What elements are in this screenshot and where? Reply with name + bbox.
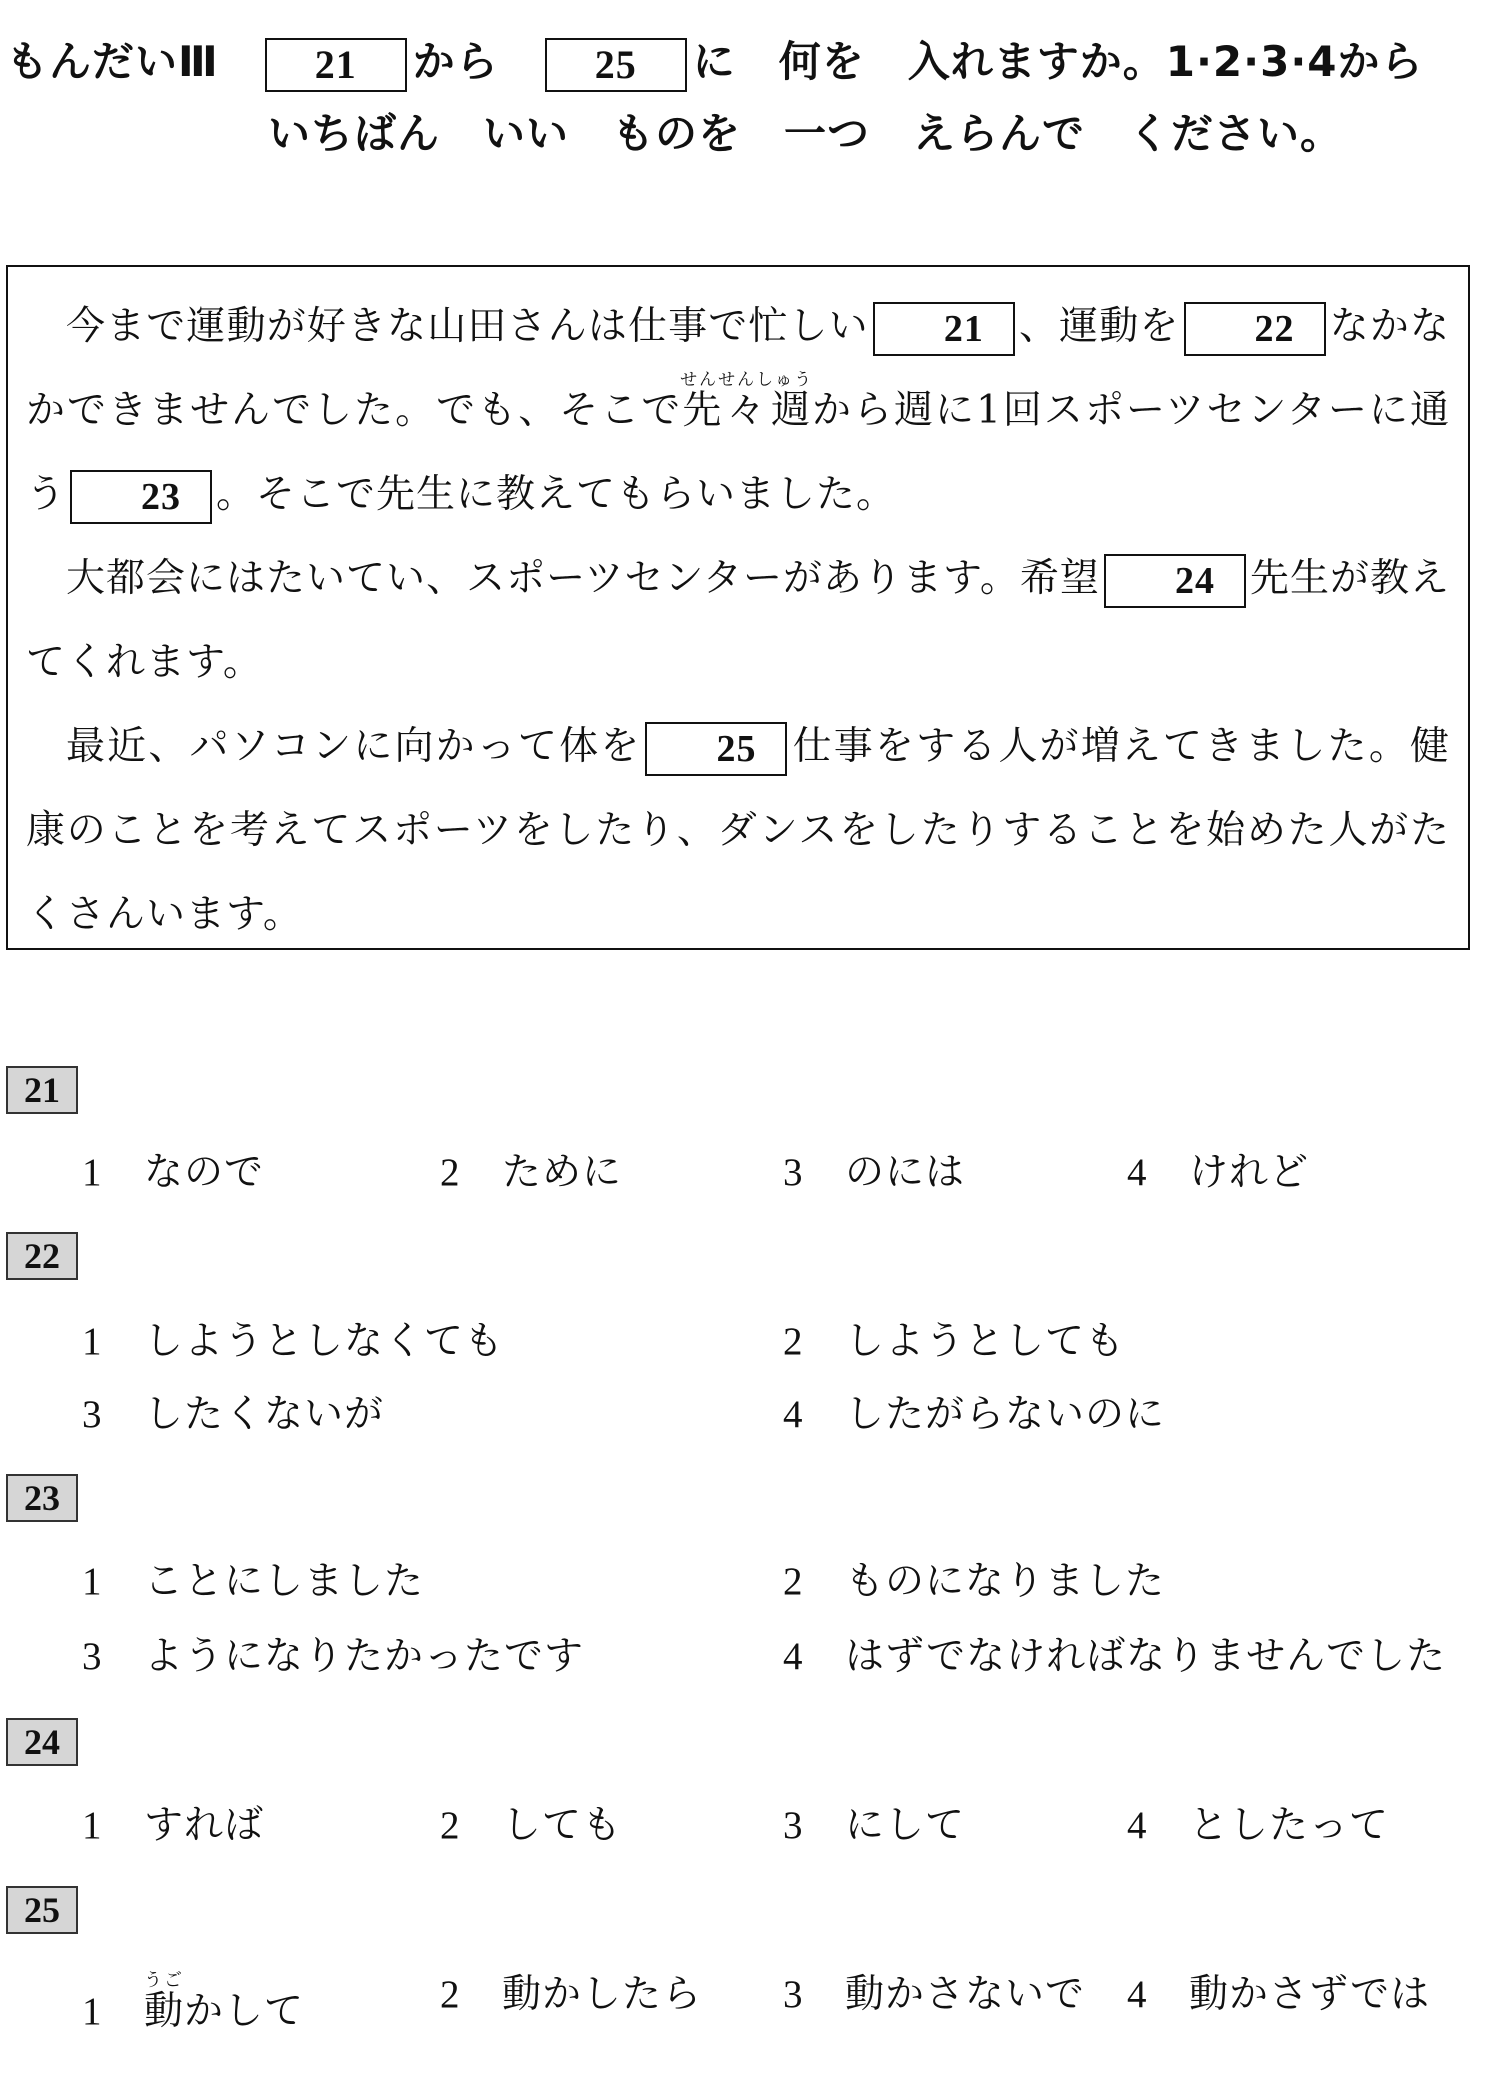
option-text: すれば xyxy=(144,1803,265,1848)
option-number: 3 xyxy=(82,1635,103,1678)
option-number: 2 xyxy=(440,1973,461,2016)
option-number: 1 xyxy=(82,1151,103,1194)
option-number: 3 xyxy=(783,1804,804,1847)
option-number: 3 xyxy=(783,1151,804,1194)
blank-25: 25 xyxy=(645,722,787,776)
option-25-4[interactable] xyxy=(1127,1970,1430,2020)
instruction-blank-to: 25 xyxy=(545,38,687,92)
option-22-3[interactable] xyxy=(82,1390,384,1440)
option-text: 動かさないで xyxy=(845,1972,1086,2017)
option-number: 2 xyxy=(783,1560,804,1603)
option-number: 1 xyxy=(82,1990,103,2033)
instruction-line-1 xyxy=(6,26,1476,98)
passage-text: 、運動を xyxy=(1018,304,1180,349)
passage-text: なかなかできませんでした。でも、そこで xyxy=(26,304,1450,433)
blank-21: 21 xyxy=(873,302,1015,356)
option-23-3[interactable] xyxy=(82,1632,584,1682)
option-24-4[interactable] xyxy=(1127,1801,1389,1851)
option-number: 4 xyxy=(1127,1804,1148,1847)
instruction-line-2: いちばん いい ものを 一つ えらんで ください。 xyxy=(268,109,1344,158)
instructions xyxy=(6,26,1476,170)
option-24-3[interactable] xyxy=(783,1801,965,1851)
option-text: にして xyxy=(845,1803,966,1848)
option-21-3[interactable] xyxy=(783,1148,965,1198)
option-23-1[interactable] xyxy=(82,1557,424,1607)
option-23-2[interactable] xyxy=(783,1557,1165,1607)
option-text: ために xyxy=(502,1150,623,1195)
option-number: 1 xyxy=(82,1560,103,1603)
option-number: 2 xyxy=(440,1804,461,1847)
option-number: 4 xyxy=(783,1393,804,1436)
blank-23: 23 xyxy=(70,470,212,524)
furigana-ugo xyxy=(144,1970,185,2034)
option-text: けれど xyxy=(1189,1150,1310,1195)
passage-paragraph-3 xyxy=(26,705,1450,957)
question-label-23: 23 xyxy=(6,1474,78,1522)
furigana-senshu xyxy=(680,370,814,433)
instruction-blank-from: 21 xyxy=(265,38,407,92)
reading-passage xyxy=(6,265,1470,950)
ugo-reading: うご xyxy=(144,1970,185,1991)
passage-paragraph-1 xyxy=(26,285,1450,537)
option-text: ようになりたかったです xyxy=(144,1634,585,1679)
option-22-4[interactable] xyxy=(783,1390,1165,1440)
option-text: としたって xyxy=(1189,1803,1390,1848)
option-text: ものになりました xyxy=(845,1559,1166,1604)
instruction-kara: から xyxy=(412,37,499,86)
option-number: 2 xyxy=(440,1151,461,1194)
option-text: しても xyxy=(502,1803,623,1848)
passage-text: 先生が教えてくれます。 xyxy=(26,556,1450,685)
option-number: 4 xyxy=(1127,1973,1148,2016)
question-label-22: 22 xyxy=(6,1232,78,1280)
option-22-1[interactable] xyxy=(82,1317,504,1367)
option-text: ことにしました xyxy=(144,1559,425,1604)
instruction-text: に 何を 入れますか。1·2·3·4から xyxy=(692,37,1424,86)
senshu-reading: せんせんしゅう xyxy=(680,370,814,390)
passage-text: 。そこで先生に教えてもらいました。 xyxy=(216,472,897,517)
option-25-2[interactable] xyxy=(440,1970,702,2020)
option-23-4[interactable] xyxy=(783,1632,1446,1682)
option-number: 2 xyxy=(783,1320,804,1363)
option-number: 1 xyxy=(82,1804,103,1847)
option-text: かして xyxy=(184,1989,305,2034)
ugo-kanji: 動 xyxy=(144,1989,185,2034)
passage-text: 大都会にはたいてい、スポーツセンターがあります。希望 xyxy=(66,556,1100,601)
blank-24: 24 xyxy=(1104,554,1246,608)
option-25-1[interactable] xyxy=(82,1970,304,2037)
option-24-1[interactable] xyxy=(82,1801,264,1851)
question-label-25: 25 xyxy=(6,1886,78,1934)
passage-text: 今まで運動が好きな山田さんは仕事で忙しい xyxy=(66,304,869,349)
option-text: しようとしても xyxy=(845,1319,1126,1364)
problem-heading: もんだいⅢ xyxy=(6,37,219,86)
option-number: 3 xyxy=(82,1393,103,1436)
option-text: はずでなければなりませんでした xyxy=(845,1634,1447,1679)
question-label-24: 24 xyxy=(6,1718,78,1766)
blank-22: 22 xyxy=(1184,302,1326,356)
passage-paragraph-2 xyxy=(26,537,1450,705)
option-number: 4 xyxy=(1127,1151,1148,1194)
option-number: 4 xyxy=(783,1635,804,1678)
senshu-kanji: 先々週 xyxy=(680,388,814,433)
option-number: 3 xyxy=(783,1973,804,2016)
option-21-2[interactable] xyxy=(440,1148,622,1198)
option-21-1[interactable] xyxy=(82,1148,264,1198)
option-25-3[interactable] xyxy=(783,1970,1085,2020)
passage-text: から週に1回スポーツセンターに通う xyxy=(26,388,1450,517)
option-text: なので xyxy=(144,1150,265,1195)
option-22-2[interactable] xyxy=(783,1317,1125,1367)
question-label-21: 21 xyxy=(6,1066,78,1114)
option-text: したくないが xyxy=(144,1392,385,1437)
option-21-4[interactable] xyxy=(1127,1148,1309,1198)
passage-text: 最近、パソコンに向かって体を xyxy=(66,724,642,769)
option-text: しようとしなくても xyxy=(144,1319,505,1364)
option-text: したがらないのに xyxy=(845,1392,1166,1437)
option-text: のには xyxy=(845,1150,966,1195)
option-number: 1 xyxy=(82,1320,103,1363)
option-text: 動かしたら xyxy=(502,1972,703,2017)
option-24-2[interactable] xyxy=(440,1801,622,1851)
option-text: 動かさずでは xyxy=(1189,1972,1431,2017)
passage-text: 仕事をする人が増えてきました。健康のことを考えてスポーツをしたり、ダンスをしたりすることを始めた人がたくさんいます。 xyxy=(26,724,1450,937)
